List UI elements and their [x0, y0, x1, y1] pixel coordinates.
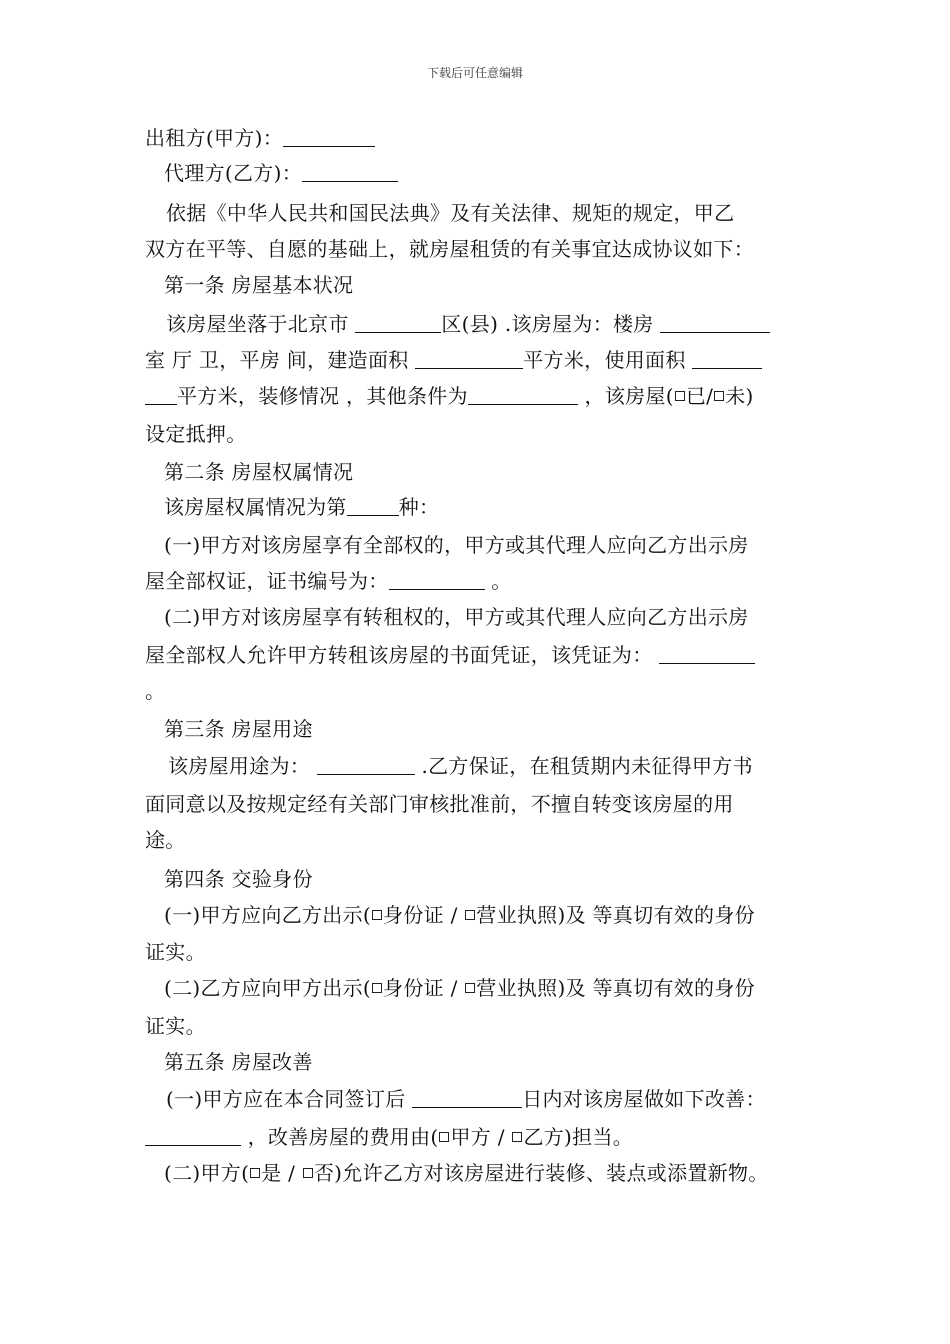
renovation-line [164, 1160, 769, 1186]
lessor-option-label: 甲方 / [450, 1125, 512, 1149]
purpose-blank[interactable] [317, 756, 415, 775]
checkbox-icon[interactable] [372, 983, 382, 993]
condition-label: 平方米，装修情况 ，其他条件为 [177, 384, 468, 408]
checkbox-icon[interactable] [439, 1132, 449, 1142]
certificate-label: 屋全部权证，证书编号为： [145, 569, 389, 593]
renovation-label: (二)甲方( [164, 1161, 250, 1185]
ownership-type-label: 该房屋权属情况为第 [164, 495, 347, 519]
lessor-line [145, 125, 375, 151]
id-card-label: 身份证 / [383, 976, 465, 1000]
condition-line [145, 383, 754, 409]
improvement-suffix: 日内对该房屋做如下改善： [522, 1087, 766, 1111]
agent-label: 代理方(乙方)： [164, 161, 303, 185]
business-license-label: 营业执照)及 等真切有效的身份 [476, 976, 755, 1000]
agent-id-label: (二)乙方应向甲方出示( [164, 976, 372, 1000]
checkbox-icon[interactable] [714, 391, 724, 401]
lessor-id-line [164, 902, 755, 928]
preamble-line-1: 依据《中华人民共和国民法典》及有关法律、规矩的规定，甲乙 [166, 201, 735, 225]
purpose-guarantee: .乙方保证，在租赁期内未征得甲方书 [421, 754, 753, 778]
certificate-line [145, 568, 512, 594]
renovation-yes-label: 是 / [261, 1161, 302, 1185]
checkbox-icon[interactable] [465, 910, 475, 920]
checkbox-icon[interactable] [303, 1168, 313, 1178]
certificate-end: 。 [491, 569, 512, 593]
article-5-heading: 第五条 房屋改善 [164, 1050, 313, 1074]
mortgaged-yes-label: 已/ [685, 384, 714, 408]
checkbox-icon[interactable] [372, 910, 382, 920]
purpose-line-3: 途。 [145, 828, 186, 852]
ownership-clause-2: (二)甲方对该房屋享有转租权的，甲方或其代理人应向乙方出示房 [164, 605, 749, 629]
building-label: 区(县) .该房屋为：楼房 [441, 312, 654, 336]
use-area-label: 平方米，使用面积 [523, 348, 686, 372]
area-line [145, 347, 762, 373]
page-header: 下载后可任意编辑 [426, 66, 523, 80]
improvement-label: (一)甲方应在本合同签订后 [166, 1087, 406, 1111]
agent-line [164, 160, 398, 186]
lessor-id-label: (一)甲方应向乙方出示( [164, 903, 372, 927]
improvement-days-blank[interactable] [412, 1089, 522, 1108]
ownership-type-blank[interactable] [347, 497, 399, 516]
improvement-line [166, 1086, 766, 1112]
ownership-type-suffix: 种： [398, 495, 440, 519]
ownership-type-line [164, 494, 439, 520]
sublease-proof-label: 屋全部权人允许甲方转租该房屋的书面凭证，该凭证为： [145, 643, 653, 667]
preamble-line-2: 双方在平等、自愿的基础上，就房屋租赁的有关事宜达成协议如下： [145, 237, 754, 261]
article-3-heading: 第三条 房屋用途 [164, 717, 313, 741]
location-label: 该房屋坐落于北京市 [166, 312, 349, 336]
purpose-line [168, 753, 753, 779]
certificate-blank[interactable] [389, 571, 485, 590]
ownership-clause-1: (一)甲方对该房屋享有全部权的，甲方或其代理人应向乙方出示房 [164, 533, 749, 557]
condition-blank[interactable] [468, 386, 578, 405]
improvement-cost-label: ，改善房屋的费用由( [247, 1125, 439, 1149]
use-area-blank-2[interactable] [145, 386, 177, 405]
agent-blank[interactable] [302, 163, 398, 182]
improvement-blank[interactable] [145, 1127, 241, 1146]
article-4-heading: 第四条 交验身份 [164, 867, 313, 891]
purpose-label: 该房屋用途为： [168, 754, 311, 778]
renovation-no-label: 否)允许乙方对该房屋进行装修、装点或添置新物。 [313, 1161, 769, 1185]
mortgaged-no-label: 未) [725, 384, 754, 408]
business-license-label: 营业执照)及 等真切有效的身份 [476, 903, 755, 927]
sublease-proof-blank[interactable] [659, 645, 755, 664]
lessor-label: 出租方(甲方)： [145, 126, 284, 150]
build-area-blank[interactable] [415, 350, 523, 369]
purpose-line-2: 面同意以及按规定经有关部门审核批准前，不擅自转变该房屋的用 [145, 792, 734, 816]
checkbox-icon[interactable] [512, 1132, 522, 1142]
use-area-blank-1[interactable] [692, 350, 762, 369]
building-blank[interactable] [660, 314, 770, 333]
checkbox-icon[interactable] [465, 983, 475, 993]
article-2-heading: 第二条 房屋权属情况 [164, 460, 354, 484]
mortgage-line: 设定抵押。 [145, 422, 247, 446]
agent-id-line [164, 975, 755, 1001]
id-card-label: 身份证 / [383, 903, 465, 927]
checkbox-icon[interactable] [250, 1168, 260, 1178]
article-1-heading: 第一条 房屋基本状况 [164, 273, 354, 297]
improvement-cost-line [145, 1124, 633, 1150]
room-label: 室 厅 卫，平房 间，建造面积 [145, 348, 409, 372]
district-blank[interactable] [355, 314, 441, 333]
mortgage-label: ，该房屋( [584, 384, 674, 408]
lessor-blank[interactable] [283, 128, 375, 147]
agent-id-line-2: 证实。 [145, 1014, 206, 1038]
location-line [166, 311, 770, 337]
lessor-id-line-2: 证实。 [145, 940, 206, 964]
sublease-proof-line [145, 642, 755, 668]
sublease-proof-end: 。 [145, 679, 166, 703]
checkbox-icon[interactable] [675, 391, 685, 401]
agent-option-label: 乙方)担当。 [523, 1125, 634, 1149]
